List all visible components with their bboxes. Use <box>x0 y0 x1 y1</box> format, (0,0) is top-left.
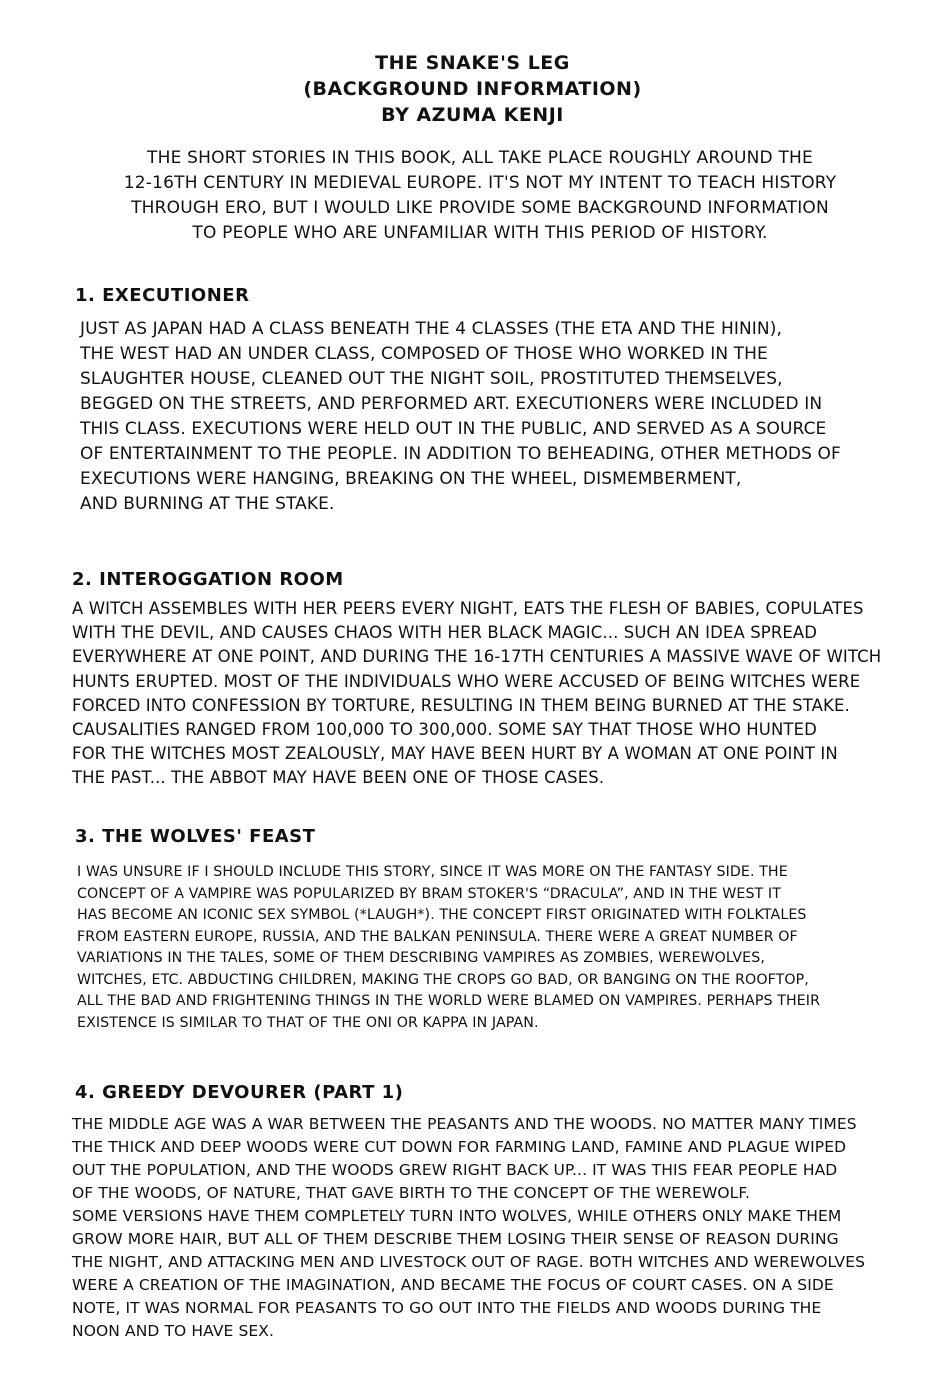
body-line: WITH THE DEVIL, AND CAUSES CHAOS WITH HER BLACK MAGIC... SUCH AN IDEA SPREAD <box>72 623 818 643</box>
body-line: OF ENTERTAINMENT TO THE PEOPLE. IN ADDITION TO BEHEADING, OTHER METHODS OF <box>80 444 841 464</box>
section-1-title: 1. EXECUTIONER <box>75 285 250 306</box>
body-line: HAS BECOME AN ICONIC SEX SYMBOL (*LAUGH*). THE CONCEPT FIRST ORIGINATED WITH FOLKTALES <box>77 907 807 923</box>
section-3-title: 3. THE WOLVES' FEAST <box>75 826 316 847</box>
page-title: THE SNAKE'S LEG <box>375 52 570 74</box>
body-line: CAUSALITIES RANGED FROM 100,000 TO 300,000. SOME SAY THAT THOSE WHO HUNTED <box>72 720 817 740</box>
body-line: OUT THE POPULATION, AND THE WOODS GREW RIGHT BACK UP... IT WAS THIS FEAR PEOPLE HAD <box>72 1161 838 1179</box>
body-line: FOR THE WITCHES MOST ZEALOUSLY, MAY HAVE BEEN HURT BY A WOMAN AT ONE POINT IN <box>72 744 838 764</box>
body-line: A WITCH ASSEMBLES WITH HER PEERS EVERY NIGHT, EATS THE FLESH OF BABIES, COPULATES <box>72 599 864 618</box>
body-line: NOON AND TO HAVE SEX. <box>72 1322 275 1340</box>
body-line: VARIATIONS IN THE TALES, SOME OF THEM DESCRIBING VAMPIRES AS ZOMBIES, WEREWOLVES, <box>77 950 765 966</box>
body-line: BEGGED ON THE STREETS, AND PERFORMED ART. EXECUTIONERS WERE INCLUDED IN <box>80 394 823 414</box>
body-line: EXISTENCE IS SIMILAR TO THAT OF THE ONI OR KAPPA IN JAPAN. <box>77 1014 539 1031</box>
section-4-body <box>72 1113 865 1343</box>
section-2-body <box>72 597 881 791</box>
section-4-title: 4. GREEDY DEVOURER (PART 1) <box>75 1082 404 1103</box>
body-line: HUNTS ERUPTED. MOST OF THE INDIVIDUALS WHO WERE ACCUSED OF BEING WITCHES WERE <box>72 671 861 691</box>
body-line: ALL THE BAD AND FRIGHTENING THINGS IN THE WORLD WERE BLAMED ON VAMPIRES. PERHAPS THEIR <box>77 993 821 1009</box>
section-2-title: 2. INTEROGGATION ROOM <box>72 569 344 590</box>
author-byline: BY AZUMA KENJI <box>381 104 564 126</box>
body-line: THE PAST... THE ABBOT MAY HAVE BEEN ONE OF THOSE CASES. <box>72 768 605 788</box>
page-subtitle: (BACKGROUND INFORMATION) <box>303 78 642 100</box>
intro-paragraph <box>90 146 870 246</box>
body-line: THIS CLASS. EXECUTIONS WERE HELD OUT IN THE PUBLIC, AND SERVED AS A SOURCE <box>80 419 827 439</box>
body-line: FROM EASTERN EUROPE, RUSSIA, AND THE BALKAN PENINSULA. THERE WERE A GREAT NUMBER OF <box>77 928 798 945</box>
body-line: EXECUTIONS WERE HANGING, BREAKING ON THE WHEEL, DISMEMBERMENT, <box>80 469 742 489</box>
page-header <box>0 50 945 128</box>
intro-line: 12-16TH CENTURY IN MEDIEVAL EUROPE. IT'S NOT MY INTENT TO TEACH HISTORY <box>123 173 837 193</box>
body-line: GROW MORE HAIR, BUT ALL OF THEM DESCRIBE THEM LOSING THEIR SENSE OF REASON DURING <box>72 1230 839 1248</box>
body-line: SOME VERSIONS HAVE THEM COMPLETELY TURN INTO WOLVES, WHILE OTHERS ONLY MAKE THEM <box>72 1207 842 1225</box>
body-line: WITCHES, ETC. ABDUCTING CHILDREN, MAKING THE CROPS GO BAD, OR BANGING ON THE ROOFTOP, <box>77 971 809 988</box>
body-line: SLAUGHTER HOUSE, CLEANED OUT THE NIGHT SOIL, PROSTITUTED THEMSELVES, <box>80 369 783 389</box>
body-line: JUST AS JAPAN HAD A CLASS BENEATH THE 4 CLASSES (THE ETA AND THE HININ), <box>80 319 782 339</box>
body-line: WERE A CREATION OF THE IMAGINATION, AND BECAME THE FOCUS OF COURT CASES. ON A SIDE <box>72 1276 834 1294</box>
body-line: AND BURNING AT THE STAKE. <box>80 494 335 514</box>
body-line: I WAS UNSURE IF I SHOULD INCLUDE THIS STORY, SINCE IT WAS MORE ON THE FANTASY SIDE. THE <box>77 864 788 880</box>
section-1-body <box>80 317 841 517</box>
body-line: CONCEPT OF A VAMPIRE WAS POPULARIZED BY BRAM STOKER'S “DRACULA”, AND IN THE WEST IT <box>77 885 781 902</box>
body-line: NOTE, IT WAS NORMAL FOR PEASANTS TO GO OUT INTO THE FIELDS AND WOODS DURING THE <box>72 1299 822 1317</box>
body-line: THE MIDDLE AGE WAS A WAR BETWEEN THE PEASANTS AND THE WOODS. NO MATTER MANY TIMES <box>72 1115 857 1133</box>
body-line: THE THICK AND DEEP WOODS WERE CUT DOWN FOR FARMING LAND, FAMINE AND PLAGUE WIPED <box>72 1138 847 1156</box>
intro-line: TO PEOPLE WHO ARE UNFAMILIAR WITH THIS PERIOD OF HISTORY. <box>192 223 768 243</box>
intro-line: THROUGH ERO, BUT I WOULD LIKE PROVIDE SOME BACKGROUND INFORMATION <box>131 198 829 218</box>
body-line: FORCED INTO CONFESSION BY TORTURE, RESULTING IN THEM BEING BURNED AT THE STAKE. <box>72 695 850 715</box>
section-3-body <box>77 862 820 1034</box>
body-line: EVERYWHERE AT ONE POINT, AND DURING THE 16-17TH CENTURIES A MASSIVE WAVE OF WITCH <box>72 647 882 667</box>
body-line: THE WEST HAD AN UNDER CLASS, COMPOSED OF THOSE WHO WORKED IN THE <box>80 344 768 364</box>
intro-line: THE SHORT STORIES IN THIS BOOK, ALL TAKE PLACE ROUGHLY AROUND THE <box>147 148 813 168</box>
body-line: THE NIGHT, AND ATTACKING MEN AND LIVESTOCK OUT OF RAGE. BOTH WITCHES AND WEREWOLVES <box>72 1253 866 1271</box>
body-line: OF THE WOODS, OF NATURE, THAT GAVE BIRTH TO THE CONCEPT OF THE WEREWOLF. <box>72 1184 750 1202</box>
